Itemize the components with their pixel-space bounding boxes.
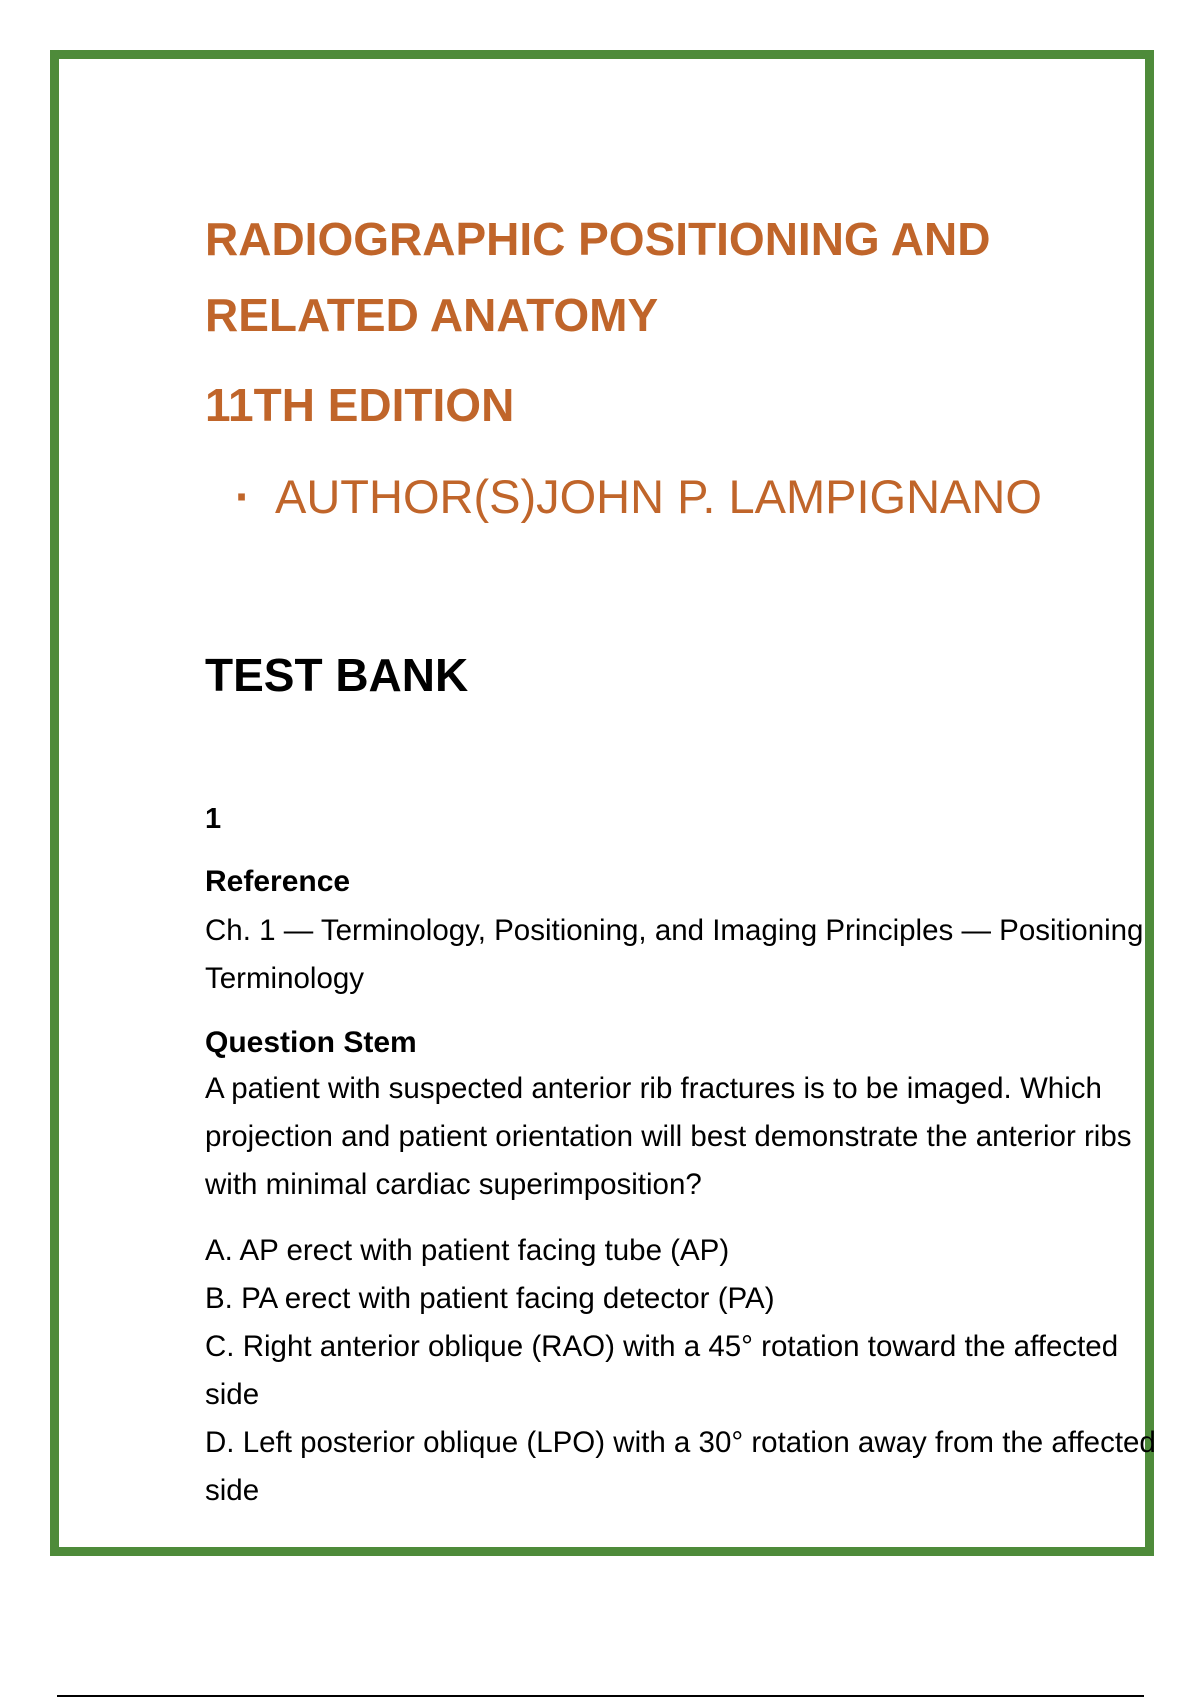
page-frame — [50, 50, 1154, 1556]
reference-label: Reference — [205, 865, 351, 898]
answer-option-c: C. Right anterior oblique (RAO) with a 45° rotation toward the affected side — [205, 1330, 1119, 1411]
author-row — [235, 469, 1042, 525]
question-stem-text: A patient with suspected anterior rib fractures is to be imaged. Which projection and patient orientation will best demonstrate the anterior ribs with minimal cardiac superimposition? — [205, 1072, 1132, 1201]
answer-option-d: D. Left posterior oblique (LPO) with a 30° rotation away from the affected side — [205, 1426, 1156, 1507]
question-stem-label: Question Stem — [205, 1026, 417, 1059]
book-title-line-1: RADIOGRAPHIC POSITIONING AND — [205, 213, 991, 265]
bullet-icon: · — [235, 470, 251, 523]
book-title-line-2: RELATED ANATOMY — [205, 289, 659, 341]
answer-options-list — [205, 1227, 1165, 1515]
question-number: 1 — [205, 803, 222, 835]
author-name: AUTHOR(S)JOHN P. LAMPIGNANO — [275, 470, 1042, 523]
answer-option-a: A. AP erect with patient facing tube (AP) — [205, 1234, 730, 1267]
edition-label: 11TH EDITION — [205, 379, 515, 431]
answer-option-b: B. PA erect with patient facing detector (PA) — [205, 1282, 775, 1315]
bottom-divider — [57, 1695, 1144, 1697]
section-heading: TEST BANK — [205, 649, 469, 701]
reference-text: Ch. 1 — Terminology, Positioning, and Imaging Principles — Positioning Terminology — [205, 914, 1144, 995]
